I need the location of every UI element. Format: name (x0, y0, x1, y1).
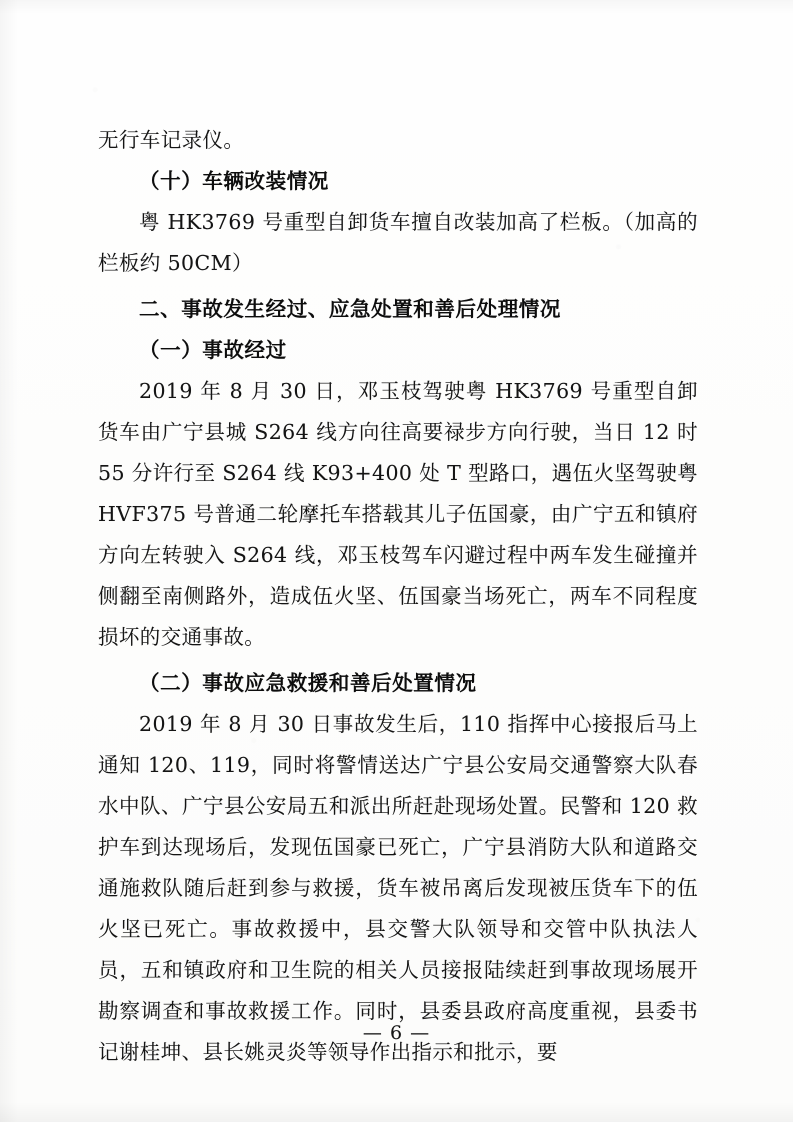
heading-accident-process-block (98, 330, 698, 371)
paragraph-no-dashcam: 无行车记录仪。 (98, 128, 245, 152)
heading-section-two: 二、事故发生经过、应急处置和善后处理情况 (139, 297, 561, 321)
paragraph-vehicle-modification-block (98, 202, 698, 284)
heading-vehicle-modification: （十）车辆改装情况 (139, 169, 329, 193)
heading-section-two-block (98, 289, 698, 330)
heading-accident-process: （一）事故经过 (139, 338, 287, 362)
heading-emergency-rescue: （二）事故应急救援和善后处置情况 (139, 671, 477, 695)
paragraph-accident-process: 2019 年 8 月 30 日，邓玉枝驾驶粤 HK3769 号重型自卸货车由广宁县城 S264 线方向往高要禄步方向行驶，当日 12 时 55 分许行至 S264 线 K93+400 处 T 型路口，遇伍火坚驾驶粤 HVF375 号普通二轮摩托车搭载其儿子伍国豪，由广宁五和镇府方向左转驶入 S264 线，邓玉枝驾车闪避过程中两车发生碰撞并侧翻至南侧路外，造成伍火坚、伍国豪当场死亡，两车不同程度损坏的交通事故。 (98, 379, 705, 649)
heading-emergency-rescue-block (98, 663, 698, 704)
page-number: — 6 — (362, 1022, 431, 1044)
document-body (98, 120, 705, 1073)
paragraph-vehicle-modification: 粤 HK3769 号重型自卸货车擅自改装加高了栏板。（加高的栏板约 50CM） (98, 210, 698, 275)
paragraph-emergency-rescue-block (98, 704, 698, 1073)
paragraph-emergency-rescue: 2019 年 8 月 30 日事故发生后，110 指挥中心接报后马上通知 120、119，同时将警情送达广宁县公安局交通警察大队春水中队、广宁县公安局五和派出所赶赴现场处置。民警和 120 救护车到达现场后，发现伍国豪已死亡，广宁县消防大队和道路交通施救队随后赶到参与救援，货车被吊离后发现被压货车下的伍火坚已死亡。事故救援中，县交警大队领导和交管中队执法人员，五和镇政府和卫生院的相关人员接报陆续赶到事故现场展开勘察调查和事故救援工作。同时，县委县政府高度重视，县委书记谢桂坤、县长姚灵炎等领导作出指示和批示，要 (98, 712, 698, 1064)
page-edge-shadow-left (0, 0, 18, 1122)
page-edge-shadow-top (0, 0, 793, 14)
heading-vehicle-modification-block (98, 161, 698, 202)
paragraph-no-dashcam-block (98, 120, 698, 161)
page-edge-shadow-bottom (0, 1102, 793, 1122)
page-footer (0, 1022, 793, 1044)
paragraph-accident-process-block (98, 371, 705, 658)
